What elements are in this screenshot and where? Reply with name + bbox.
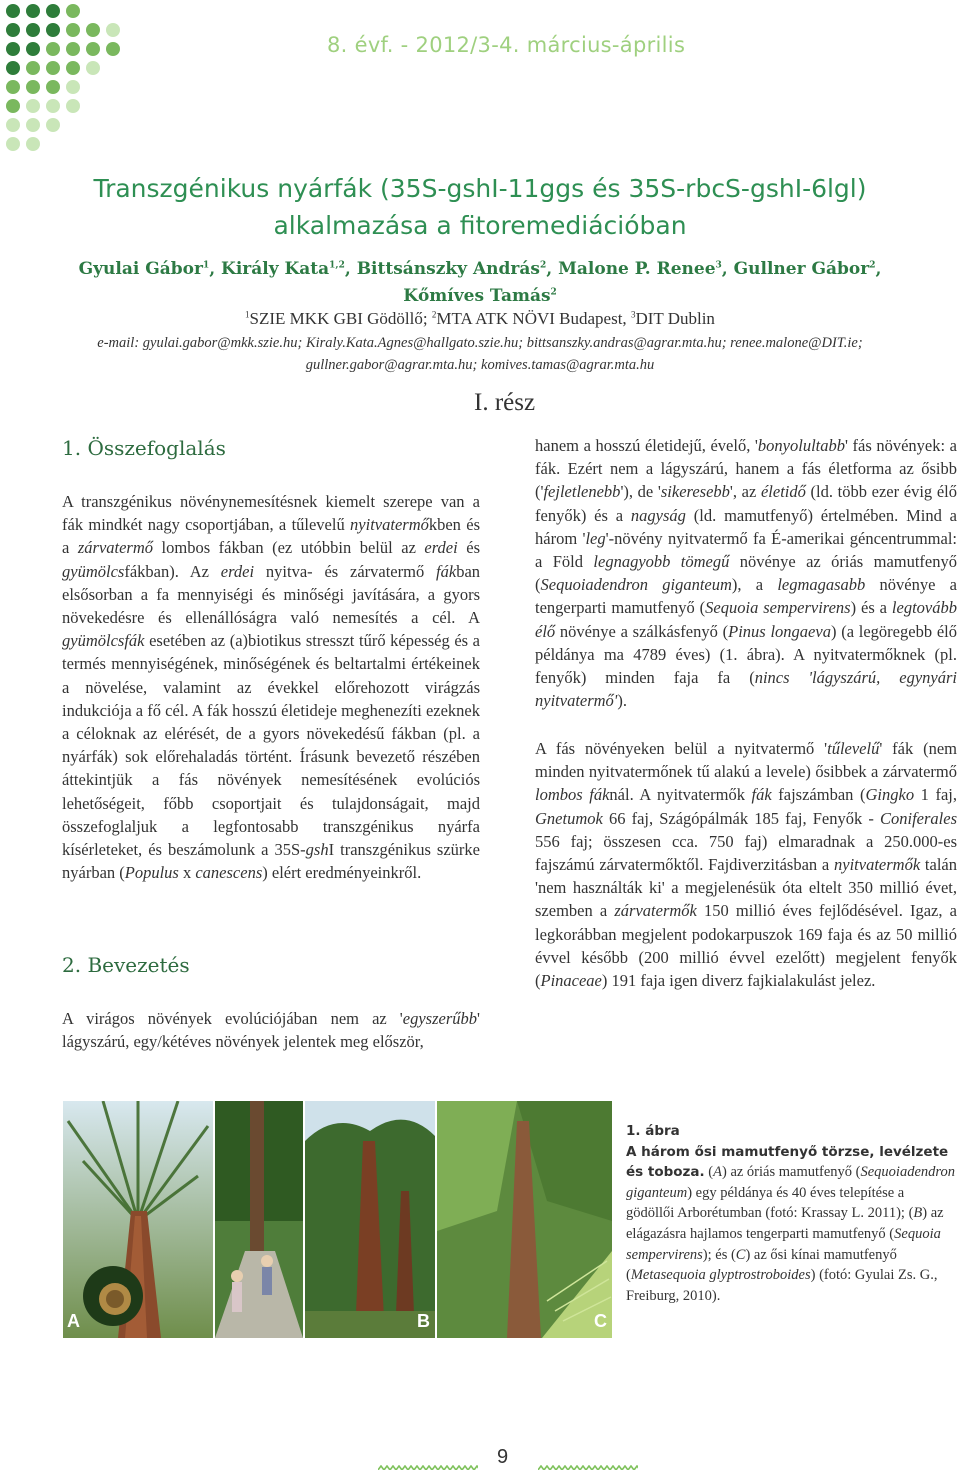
- text-run: ' lágyszárú, egy/kétéves növények jelentek meg először,: [62, 1009, 480, 1052]
- text-run: (ld. több ezer évig élő fenyők) és a: [535, 482, 957, 525]
- text-run-italic: legtovább élő: [535, 598, 957, 641]
- text-run: ) az óriás mamutfenyő (: [721, 1164, 861, 1181]
- caption-title: A három ősi mamutfenyő törzse, levélzete és toboza.: [626, 1143, 949, 1181]
- photo-label: C: [594, 1311, 607, 1331]
- text-run-italic: gyümölcs: [62, 561, 125, 581]
- affil-text: SZIE MKK GBI Gödöllő;: [249, 309, 432, 328]
- text-run: 66 faj, Szágópálmák 185 faj, Fenyők -: [602, 808, 880, 828]
- photo-sequoia-sempervirens: [305, 1101, 435, 1338]
- section-heading-introduction: 2. Bevezetés: [62, 953, 190, 977]
- text-run-italic: egyszerűbb: [402, 1009, 478, 1028]
- text-run-italic: Pinus longaeva: [728, 621, 831, 641]
- article-title-line1: Transzgénikus nyárfák (35S-gshI-11ggs és 35S-rbcS-gshI-6lgl): [93, 174, 867, 203]
- affiliations: [0, 309, 960, 329]
- caption-number: 1. ábra: [626, 1123, 680, 1139]
- text-run: ) (fotó: Gyulai Zs. G., Freiburg, 2010).: [626, 1267, 938, 1304]
- text-run: ' fás növények: a fák. Ezért nem a lágyszárú, hanem a fás életforma az ősibb (': [535, 436, 957, 502]
- decorative-dot: [106, 23, 120, 37]
- decorative-dot: [26, 23, 40, 37]
- text-run: talán 'nem használták ki' a megjelenésük óta eltelt 350 millió évet, szemben a: [535, 855, 957, 921]
- text-run-italic: Coniferales: [880, 808, 957, 828]
- text-run: ) az ősi kínai mamutfenyő (: [626, 1246, 897, 1284]
- affil-text: DIT Dublin: [635, 309, 715, 328]
- text-run: '), de ': [620, 482, 661, 502]
- text-run: x: [178, 863, 196, 883]
- text-run-italic: tűlevelű: [827, 739, 880, 758]
- decorative-dot: [46, 61, 60, 75]
- text-run: ) az elágazásra hajlamos tengerparti mamutfenyő (: [626, 1205, 944, 1242]
- decorative-dot: [6, 42, 20, 56]
- text-run: ).: [617, 691, 627, 711]
- text-run-italic: A: [713, 1164, 722, 1181]
- page-number: 9: [497, 1446, 509, 1468]
- photo-arboretum-path: [215, 1101, 303, 1338]
- text-run-italic: erdei: [220, 561, 255, 581]
- photo-label: A: [67, 1311, 80, 1331]
- photo-a-illustration: [63, 1101, 213, 1338]
- decorative-dot: [46, 4, 60, 18]
- author-affil-sup: 2: [550, 287, 557, 298]
- decorative-dot: [46, 118, 60, 132]
- intro-paragraph: [62, 1007, 480, 1053]
- text-run: fajszámban (: [771, 785, 866, 805]
- part-label: I. rész: [474, 389, 536, 416]
- email-line1: e-mail: gyulai.gabor@mkk.szie.hu; Kiraly.Kata.Agnes@hallgato.szie.hu; bittsanszky.andras@agrar.mta.hu; renee.malone@DIT.ie;: [97, 335, 863, 351]
- affil-sup: 1: [245, 309, 250, 320]
- text-run-italic: életidő: [760, 482, 806, 502]
- text-run: A virágos növények evolúciójában nem az ': [62, 1009, 403, 1028]
- text-run-italic: nagyság: [630, 505, 686, 525]
- text-run: ban elsősorban a fa mennyiségi és minőségi javítására, a gyors növekedésre és ellenállóságra való nemesítés a cél. A: [62, 561, 481, 628]
- text-run-italic: leg: [585, 528, 606, 548]
- affil-sup: 3: [630, 309, 636, 320]
- text-run: ) egy példánya és 40 éves telepítése a gödöllői Arborétumban (fotó: Krassay L. 2011); (: [626, 1184, 914, 1222]
- body-paragraph: [535, 434, 957, 712]
- author-name: Kőmíves Tamás: [403, 286, 551, 306]
- text-run: nyitva- és zárvatermő: [254, 561, 437, 581]
- decorative-dot: [66, 23, 80, 37]
- decorative-dot: [26, 4, 40, 18]
- article-title-line2: alkalmazása a fitoremediációban: [273, 211, 687, 240]
- text-run: 1 faj,: [914, 785, 958, 805]
- text-run: (ld. mamutfenyő) értelmében. Mind a három ': [535, 505, 957, 548]
- text-run-italic: B: [913, 1205, 923, 1222]
- photo-b-illustration: [305, 1101, 435, 1338]
- text-run: ) elért eredményeinkről.: [262, 863, 422, 883]
- text-run-italic: fák: [436, 561, 457, 581]
- body-paragraph: [535, 737, 957, 992]
- decorative-dot: [26, 99, 40, 113]
- text-run: A fás növényeken belül a nyitvatermő ': [535, 739, 828, 758]
- author-affil-sup: 2: [869, 260, 876, 271]
- text-run: ); és (: [702, 1246, 736, 1263]
- text-run-italic: zárvatermő: [77, 538, 154, 558]
- author-separator: ,: [721, 259, 734, 279]
- abstract-paragraph: [62, 490, 480, 884]
- page-footer: [0, 1453, 960, 1477]
- author-affil-sup: 2: [539, 260, 547, 271]
- decorative-dot: [46, 23, 60, 37]
- decorative-dot: [6, 137, 20, 151]
- decorative-dot: [86, 61, 100, 75]
- text-run-italic: Sequoiadendron giganteum: [540, 575, 732, 595]
- text-run-italic: Gnetumok: [535, 808, 603, 828]
- author-affil-sup: 1: [202, 260, 210, 271]
- decorative-dot: [66, 99, 80, 113]
- section-heading-summary: 1. Összefoglalás: [62, 436, 226, 460]
- decorative-dot: [6, 118, 20, 132]
- text-run-italic: Gingko: [865, 785, 915, 805]
- decorative-dot: [46, 80, 60, 94]
- text-run: nál. A nyitvatermők: [609, 785, 752, 805]
- text-run: fákban). Az: [124, 561, 221, 581]
- affil-text: MTA ATK NÖVI Budapest,: [436, 309, 631, 328]
- text-run-italic: nyitvatermők: [834, 855, 921, 875]
- author-name: Gyulai Gábor: [78, 259, 203, 279]
- text-run-italic: erdei: [424, 538, 458, 558]
- decorative-dot-grid: [0, 0, 140, 160]
- text-run-italic: Sequoia sempervirens: [705, 598, 851, 618]
- decorative-dot: [46, 42, 60, 56]
- text-run-italic: gsh: [305, 840, 329, 860]
- photo-sequoiadendron-trunk: [63, 1101, 213, 1338]
- decorative-dot: [106, 42, 120, 56]
- text-run-italic: gyümölcsfák: [62, 631, 145, 651]
- footer-ornament-right: [538, 1465, 638, 1470]
- text-run-italic: Pinaceae: [540, 971, 602, 991]
- decorative-dot: [66, 42, 80, 56]
- author-list: [0, 256, 960, 282]
- decorative-dot: [66, 4, 80, 18]
- text-run-italic: Populus: [124, 863, 179, 883]
- text-run-italic: Sequoia sempervirens: [626, 1225, 941, 1263]
- text-run-italic: bonyolultabb: [757, 436, 845, 455]
- text-run-italic: legnagyobb tömegű: [593, 552, 730, 572]
- text-run: ) és a: [850, 598, 892, 618]
- decorative-dot: [26, 118, 40, 132]
- text-run-italic: nyitvatermő: [350, 515, 429, 535]
- decorative-dot: [6, 80, 20, 94]
- affil-sup: 2: [431, 309, 437, 320]
- text-run-italic: nincs 'lágyszárú, egynyári nyitvatermő': [535, 668, 957, 711]
- text-run: (: [704, 1164, 714, 1181]
- text-run: növénye a szálkásfenyő (: [555, 621, 729, 641]
- author-separator: ,: [875, 259, 882, 279]
- text-run: ' fák (nem minden nyitvatermőnek tű alakú a levele) ősibbek a zárvatermő: [535, 739, 957, 782]
- text-run-italic: fejletlenebb: [543, 482, 621, 502]
- author-separator: ,: [209, 259, 222, 279]
- text-run: kben és a: [62, 515, 480, 558]
- text-run-italic: Sequoiadendron giganteum: [626, 1164, 956, 1201]
- decorative-dot: [66, 61, 80, 75]
- author-separator: ,: [546, 259, 559, 279]
- author-affil-sup: 3: [715, 260, 722, 271]
- text-run: lombos fákban (ez utóbbin belül az: [153, 538, 425, 558]
- text-run: I transzgénikus szürke nyárban (: [62, 840, 480, 883]
- text-run: 556 faj; összesen cca. 750 faj) elmaradnak a 250.000-es fajszámú zárvatermőktől. Fajdiverzitásban a: [535, 831, 957, 875]
- decorative-dot: [6, 61, 20, 75]
- author-affil-sup: 1,2: [329, 260, 345, 271]
- text-run: és: [457, 538, 480, 558]
- decorative-dot: [86, 42, 100, 56]
- text-run: ) 191 faja igen diverz fajkialakulást jelez.: [601, 971, 876, 991]
- decorative-dot: [86, 23, 100, 37]
- author-name: Gullner Gábor: [733, 259, 870, 279]
- text-run: esetében az (a)biotikus stresszt tűrő képesség és a termés mennyiségének, minőségének és beltartalmi értékeinek a növelése, valamint az évekkel előrehozott virágzás indukciója a fő cél. A fák hosszú életideje meghenezíti ezeknek a céloknak az elérését, de a gyors növekedésű fákban (pl. a nyárfák) sok előrehaladás történt. Írásunk bevezető részében áttekintjük a fás növények nemesítésének evolúciós lehetőségeit, főbb csoportjait és tulajdonságait, majd összefoglaljuk a legfontosabb transzgénikus nyárfa kísérleteket, és beszámolunk a 35S-: [62, 631, 480, 860]
- decorative-dot: [6, 23, 20, 37]
- text-run: növénye a tengerparti mamutfenyő (: [535, 575, 957, 618]
- photo-c-illustration: [437, 1101, 612, 1338]
- text-run-italic: zárvatermők: [614, 901, 697, 921]
- text-run: növénye az óriás mamutfenyő (: [535, 552, 958, 595]
- decorative-dot: [26, 61, 40, 75]
- author-name: Malone P. Renee: [558, 259, 716, 279]
- author-list-line2: [0, 283, 960, 309]
- footer-ornament-left: [378, 1465, 478, 1470]
- text-run-italic: legmagasabb: [777, 575, 866, 595]
- decorative-dot: [6, 99, 20, 113]
- photo-label: B: [417, 1311, 430, 1331]
- decorative-dot: [46, 99, 60, 113]
- decorative-dot: [26, 80, 40, 94]
- text-run: ), a: [731, 575, 778, 595]
- text-run-italic: lombos fák: [535, 785, 610, 805]
- text-run-italic: sikeresebb: [660, 482, 730, 502]
- figure-caption: [626, 1121, 956, 1306]
- decorative-dot: [6, 4, 20, 18]
- email-line2: gullner.gabor@agrar.mta.hu; komives.tamas@agrar.mta.hu: [305, 357, 655, 373]
- decorative-dot: [66, 80, 80, 94]
- text-run: ', az: [729, 482, 761, 502]
- author-separator: ,: [344, 259, 357, 279]
- author-name: Király Kata: [221, 259, 330, 279]
- text-run: 150 millió éves fejlődésével. Igaz, a legkorábban megjelent podokarpuszok 169 faja és az 50 millió évvel később (200 millió évvel ezelőtt) megjelent fenyők (: [535, 901, 957, 991]
- text-run-italic: fák: [751, 785, 772, 805]
- text-run-italic: Metasequoia glyptrostroboides: [630, 1267, 811, 1284]
- text-run: ) (a legöregebb élő példánya ma 4789 éves) (1. ábra). A nyitvatermőknek (pl. fenyők) minden faja fa (: [535, 621, 957, 688]
- decorative-dot: [26, 42, 40, 56]
- decorative-dot: [26, 137, 40, 151]
- text-run-italic: C: [735, 1246, 746, 1263]
- text-run: A transzgénikus növénynemesítésnek kiemelt szerepe van a fák mindkét nagy csoportjában, a tűlevelű: [62, 492, 480, 535]
- photo-people-illustration: [215, 1101, 303, 1338]
- text-run: '-növény nyitvatermő fa É-amerikai géncentrummal: a Föld: [535, 528, 957, 572]
- text-run: hanem a hosszú életidejű, évelő, ': [535, 436, 758, 455]
- author-name: Bittsánszky András: [356, 259, 540, 279]
- issue-header: 8. évf. - 2012/3-4. március-április: [327, 33, 686, 57]
- text-run-italic: canescens: [195, 863, 263, 883]
- photo-metasequoia-foliage: [437, 1101, 612, 1338]
